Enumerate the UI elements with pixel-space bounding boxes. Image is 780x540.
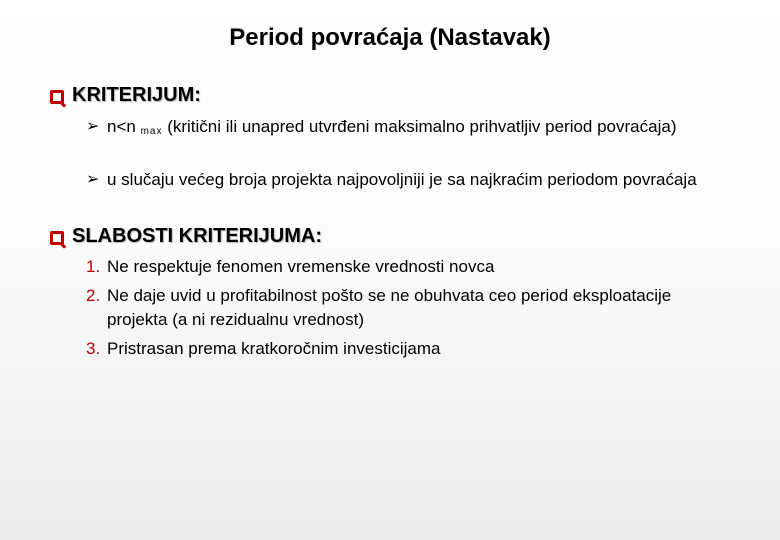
list-item-body: (kritični ili unapred utvrđeni maksimalno prihvatljiv period povraćaja) — [162, 117, 677, 136]
list-item-text: u slučaju većeg broja projekta najpovoljniji je sa najkraćim periodom povraćaja — [107, 170, 697, 189]
item-number: 3. — [86, 339, 101, 358]
list-item — [86, 168, 746, 192]
arrow-bullet-icon: ➢ — [86, 118, 100, 135]
section-heading-label: KRITERIJUM: — [72, 84, 201, 106]
numbered-item-text: Ne daje uvid u profitabilnost pošto se ne obuhvata ceo period eksploatacije projekta (a ni rezidualnu vrednost) — [107, 286, 672, 329]
numbered-item — [86, 255, 726, 279]
item-number: 2. — [86, 286, 101, 305]
numbered-item — [86, 337, 726, 361]
section-heading-kriterijum — [50, 84, 201, 107]
list-item-text — [86, 115, 746, 144]
arrow-bullet-icon: ➢ — [86, 171, 100, 188]
formula-subscript: max — [140, 126, 163, 137]
numbered-item-text: Pristrasan prema kratkoročnim investicijama — [107, 339, 441, 358]
checkbox-bullet-icon — [50, 90, 64, 104]
formula-prefix: n<n — [107, 117, 136, 136]
slide-title: Period povraćaja (Nastavak) — [229, 24, 551, 51]
section-heading-label: SLABOSTI KRITERIJUMA: — [72, 225, 322, 247]
section-heading-slabosti — [50, 225, 322, 248]
item-number: 1. — [86, 257, 101, 276]
checkbox-bullet-icon — [50, 231, 64, 245]
numbered-item — [86, 284, 726, 332]
list-item — [86, 115, 746, 144]
numbered-item-text: Ne respektuje fenomen vremenske vrednosti novca — [107, 257, 495, 276]
